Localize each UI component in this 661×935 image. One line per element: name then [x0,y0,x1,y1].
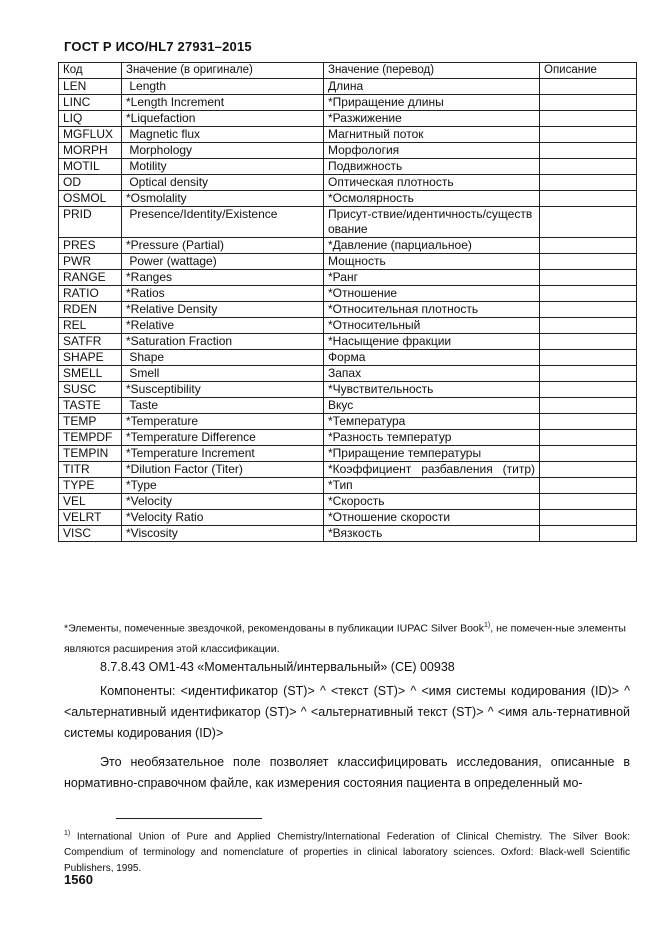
cell-code: SATFR [59,334,122,350]
table-row [59,350,637,366]
table-row [59,238,637,254]
cell-description [540,159,637,175]
table-header-row [59,63,637,79]
cell-code: VELRT [59,510,122,526]
table-row [59,127,637,143]
cell-description [540,494,637,510]
cell-description [540,238,637,254]
standard-title: ГОСТ Р ИСО/HL7 27931–2015 [64,39,252,54]
cell-original: Morphology [122,143,324,159]
cell-description [540,366,637,382]
cell-code: VEL [59,494,122,510]
table-row [59,494,637,510]
cell-original: Optical density [122,175,324,191]
cell-description [540,111,637,127]
cell-description [540,254,637,270]
section-heading: 8.7.8.43 OM1-43 «Моментальный/интервальный» (CE) 00938 [100,660,455,674]
codes-table [58,62,637,542]
cell-translation: *Относительный [324,318,540,334]
cell-code: OSMOL [59,191,122,207]
table-row [59,95,637,111]
cell-description [540,95,637,111]
table-row [59,430,637,446]
cell-code: MOTIL [59,159,122,175]
cell-translation: *Температура [324,414,540,430]
cell-translation: *Тип [324,478,540,494]
table-row [59,270,637,286]
cell-original: *Liquefaction [122,111,324,127]
cell-translation: *Относительная плотность [324,302,540,318]
table-row [59,478,637,494]
body-paragraph: Это необязательное поле позволяет классифицировать исследования, описанные в нормативно-справочном файле, как измерения состояния пациента в определенный мо- [64,755,630,790]
cell-description [540,414,637,430]
cell-translation: *Чувствительность [324,382,540,398]
cell-translation: Запах [324,366,540,382]
cell-original: Shape [122,350,324,366]
cell-code: RATIO [59,286,122,302]
table-row [59,366,637,382]
cell-code: PRES [59,238,122,254]
cell-original: *Ratios [122,286,324,302]
cell-original: Magnetic flux [122,127,324,143]
cell-translation: *Отношение скорости [324,510,540,526]
cell-original: *Dilution Factor (Titer) [122,462,324,478]
cell-code: TEMPIN [59,446,122,462]
cell-code: TASTE [59,398,122,414]
cell-code: REL [59,318,122,334]
cell-translation: *Приращение длины [324,95,540,111]
table-row [59,79,637,95]
column-header-original: Значение (в оригинале) [122,63,324,79]
page-number: 1560 [64,872,93,887]
cell-original: *Saturation Fraction [122,334,324,350]
cell-original: *Temperature [122,414,324,430]
cell-translation: *Насыщение фракции [324,334,540,350]
cell-translation: Вкус [324,398,540,414]
cell-description [540,127,637,143]
table-row [59,143,637,159]
cell-original: *Temperature Increment [122,446,324,462]
cell-translation: *Скорость [324,494,540,510]
table-row [59,526,637,542]
cell-translation: *Давление (парциальное) [324,238,540,254]
column-header-translation: Значение (перевод) [324,63,540,79]
cell-code: SUSC [59,382,122,398]
cell-original: *Length Increment [122,95,324,111]
cell-description [540,302,637,318]
cell-description [540,382,637,398]
cell-code: PWR [59,254,122,270]
cell-original: *Pressure (Partial) [122,238,324,254]
cell-code: TEMP [59,414,122,430]
cell-code: RDEN [59,302,122,318]
cell-description [540,270,637,286]
cell-code: MGFLUX [59,127,122,143]
table-row [59,254,637,270]
cell-code: TYPE [59,478,122,494]
cell-translation: *Приращение температуры [324,446,540,462]
cell-translation: *Отношение [324,286,540,302]
cell-translation: *Ранг [324,270,540,286]
table-row [59,191,637,207]
cell-code: MORPH [59,143,122,159]
cell-original: *Velocity [122,494,324,510]
cell-description [540,318,637,334]
cell-translation: *Разность температур [324,430,540,446]
cell-description [540,398,637,414]
table-note: *Элементы, помеченные звездочкой, рекомендованы в публикации IUPAC Silver Book$^{1)}$, не помечен-ные элементы являются расширения этой классификации. [64,622,626,655]
cell-original: *Relative Density [122,302,324,318]
cell-translation: Длина [324,79,540,95]
table-row [59,159,637,175]
cell-translation: *Осмолярность [324,191,540,207]
table-row [59,398,637,414]
cell-description [540,79,637,95]
cell-description [540,350,637,366]
cell-code: SMELL [59,366,122,382]
cell-original: Presence/Identity/Existence [122,207,324,238]
cell-description [540,462,637,478]
cell-translation: *Вязкость [324,526,540,542]
cell-original: *Relative [122,318,324,334]
cell-original: *Ranges [122,270,324,286]
footnote: $^{1)}$ International Union of Pure and Applied Chemistry/International Federation of Clinical Chemistry. The Silver Book: Compendium of terminology and nomenclature of properties in clinical laboratory sciences. Oxford: Black-well Scientific Publishers, 1995. [64,830,630,875]
column-header-code: Код [59,63,122,79]
cell-description [540,510,637,526]
table-row [59,286,637,302]
cell-translation: Подвижность [324,159,540,175]
cell-translation: *Разжижение [324,111,540,127]
cell-description [540,143,637,159]
cell-translation: Оптическая плотность [324,175,540,191]
cell-translation: Магнитный поток [324,127,540,143]
cell-code: LIQ [59,111,122,127]
cell-translation: Присут-ствие/идентичность/существование [324,207,540,238]
cell-original: Taste [122,398,324,414]
table-row [59,334,637,350]
cell-original: Smell [122,366,324,382]
cell-description [540,191,637,207]
cell-original: Length [122,79,324,95]
cell-code: LEN [59,79,122,95]
cell-translation: *Коэффициент разбавления (титр) [324,462,540,478]
table-row [59,414,637,430]
table-row [59,111,637,127]
cell-original: *Viscosity [122,526,324,542]
cell-description [540,430,637,446]
cell-description [540,478,637,494]
cell-translation: Форма [324,350,540,366]
table-row [59,207,637,238]
table-row [59,318,637,334]
table-row [59,510,637,526]
cell-original: Motility [122,159,324,175]
cell-code: OD [59,175,122,191]
cell-original: *Osmolality [122,191,324,207]
cell-description [540,526,637,542]
cell-description [540,286,637,302]
table-row [59,446,637,462]
cell-code: PRID [59,207,122,238]
cell-translation: Мощность [324,254,540,270]
column-header-description: Описание [540,63,637,79]
cell-code: TEMPDF [59,430,122,446]
table-row [59,382,637,398]
table-row [59,175,637,191]
cell-description [540,334,637,350]
cell-code: RANGE [59,270,122,286]
cell-description [540,175,637,191]
table-row [59,462,637,478]
cell-original: *Susceptibility [122,382,324,398]
cell-code: TITR [59,462,122,478]
cell-code: VISC [59,526,122,542]
cell-original: Power (wattage) [122,254,324,270]
cell-code: LINC [59,95,122,111]
footnote-divider [116,818,262,819]
cell-translation: Морфология [324,143,540,159]
cell-original: *Velocity Ratio [122,510,324,526]
cell-code: SHAPE [59,350,122,366]
cell-original: *Type [122,478,324,494]
cell-description [540,446,637,462]
components-paragraph: Компоненты: <идентификатор (ST)> ^ <текст (ST)> ^ <имя системы кодирования (ID)> ^ <альтернативный идентификатор (ST)> ^ <альтернативный текст (ST)> ^ <имя аль-тернативной системы кодирования (ID)> [64,684,630,740]
table-row [59,302,637,318]
cell-original: *Temperature Difference [122,430,324,446]
cell-description [540,207,637,238]
